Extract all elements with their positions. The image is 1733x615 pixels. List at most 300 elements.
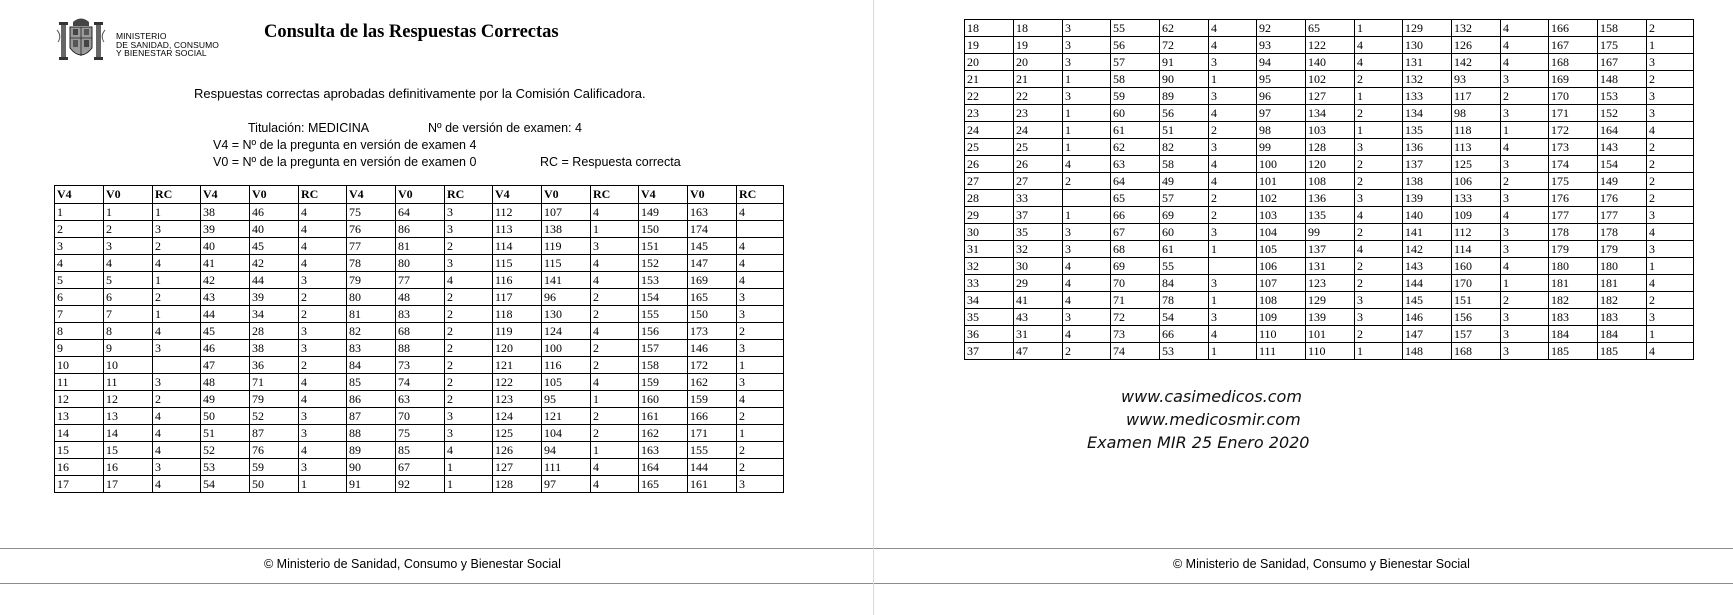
- table-cell: 153: [639, 272, 688, 289]
- table-cell: 110: [1257, 326, 1306, 343]
- table-cell: 2: [1501, 173, 1549, 190]
- table-cell: 4: [1209, 173, 1257, 190]
- table-cell: 1: [591, 391, 639, 408]
- footer-divider-top: [874, 548, 1733, 549]
- table-row: [55, 306, 784, 323]
- table-cell: 41: [201, 255, 250, 272]
- table-cell: 114: [1452, 241, 1501, 258]
- table-cell: 96: [1257, 88, 1306, 105]
- table-cell: 3: [1063, 20, 1111, 37]
- table-cell: 177: [1598, 207, 1647, 224]
- table-cell: 108: [1306, 173, 1355, 190]
- table-cell: 116: [493, 272, 542, 289]
- table-cell: 2: [1355, 71, 1403, 88]
- table-cell: 55: [1111, 20, 1160, 37]
- table-cell: 125: [493, 425, 542, 442]
- table-cell: 102: [1306, 71, 1355, 88]
- table-cell: 109: [1452, 207, 1501, 224]
- table-cell: 170: [1452, 275, 1501, 292]
- table-header-row: [55, 186, 784, 204]
- table-cell: 4: [104, 255, 153, 272]
- table-row: [965, 326, 1694, 343]
- table-cell: 151: [1452, 292, 1501, 309]
- table-cell: 123: [1306, 275, 1355, 292]
- table-cell: 4: [1501, 20, 1549, 37]
- table-cell: 2: [591, 289, 639, 306]
- column-header: V4: [493, 186, 542, 204]
- rc-legend: RC = Respuesta correcta: [540, 155, 681, 169]
- table-cell: 131: [1306, 258, 1355, 275]
- table-cell: 3: [737, 340, 784, 357]
- table-cell: 134: [1306, 105, 1355, 122]
- table-cell: 2: [445, 323, 493, 340]
- table-cell: 35: [965, 309, 1014, 326]
- table-cell: 136: [1403, 139, 1452, 156]
- table-cell: 17: [104, 476, 153, 493]
- table-row: [55, 289, 784, 306]
- table-cell: 44: [201, 306, 250, 323]
- table-cell: 70: [396, 408, 445, 425]
- table-cell: 32: [1014, 241, 1063, 258]
- table-cell: 2: [1355, 275, 1403, 292]
- table-cell: 115: [493, 255, 542, 272]
- table-cell: 1: [1063, 207, 1111, 224]
- table-cell: 97: [1257, 105, 1306, 122]
- table-cell: 62: [1111, 139, 1160, 156]
- table-cell: 157: [1452, 326, 1501, 343]
- table-cell: 1: [1209, 343, 1257, 360]
- table-cell: 1: [1647, 258, 1694, 275]
- table-cell: 19: [965, 37, 1014, 54]
- table-cell: 50: [201, 408, 250, 425]
- table-cell: 111: [1257, 343, 1306, 360]
- table-cell: 3: [1501, 105, 1549, 122]
- table-row: [965, 309, 1694, 326]
- table-cell: 155: [639, 306, 688, 323]
- table-cell: 181: [1598, 275, 1647, 292]
- table-cell: 163: [688, 204, 737, 221]
- ministry-logo: [54, 16, 244, 68]
- table-cell: 2: [445, 340, 493, 357]
- table-cell: 45: [201, 323, 250, 340]
- table-cell: 3: [1063, 224, 1111, 241]
- table-cell: 4: [591, 204, 639, 221]
- table-cell: 146: [1403, 309, 1452, 326]
- table-cell: 93: [1452, 71, 1501, 88]
- table-row: [55, 323, 784, 340]
- table-cell: 171: [688, 425, 737, 442]
- table-cell: 4: [1063, 326, 1111, 343]
- table-cell: 159: [639, 374, 688, 391]
- table-cell: 185: [1549, 343, 1598, 360]
- table-cell: 101: [1257, 173, 1306, 190]
- table-cell: 155: [688, 442, 737, 459]
- table-cell: 2: [55, 221, 104, 238]
- table-cell: 131: [1403, 54, 1452, 71]
- table-cell: 4: [1355, 207, 1403, 224]
- table-cell: 70: [1111, 275, 1160, 292]
- column-header: V4: [55, 186, 104, 204]
- table-cell: 143: [1403, 258, 1452, 275]
- table-cell: 48: [396, 289, 445, 306]
- table-cell: 3: [1209, 139, 1257, 156]
- table-row: [55, 391, 784, 408]
- column-header: V0: [250, 186, 299, 204]
- table-cell: 164: [1598, 122, 1647, 139]
- table-row: [965, 139, 1694, 156]
- table-cell: 4: [1063, 156, 1111, 173]
- table-cell: 2: [153, 238, 201, 255]
- table-cell: 1: [591, 221, 639, 238]
- table-cell: 60: [1111, 105, 1160, 122]
- table-cell: 145: [1403, 292, 1452, 309]
- table-cell: 16: [55, 459, 104, 476]
- table-cell: 152: [639, 255, 688, 272]
- table-cell: 2: [591, 425, 639, 442]
- table-cell: 4: [153, 442, 201, 459]
- table-cell: 96: [542, 289, 591, 306]
- table-cell: 147: [1403, 326, 1452, 343]
- table-cell: 25: [965, 139, 1014, 156]
- table-cell: 54: [201, 476, 250, 493]
- table-cell: 2: [737, 408, 784, 425]
- table-cell: 3: [445, 255, 493, 272]
- table-cell: 14: [55, 425, 104, 442]
- table-cell: 160: [1452, 258, 1501, 275]
- table-cell: 2: [1355, 258, 1403, 275]
- table-cell: 3: [737, 306, 784, 323]
- table-cell: 11: [104, 374, 153, 391]
- table-row: [55, 255, 784, 272]
- table-cell: 2: [445, 357, 493, 374]
- table-cell: 10: [104, 357, 153, 374]
- logo-line: MINISTERIO: [116, 31, 167, 41]
- table-cell: 67: [396, 459, 445, 476]
- table-cell: 30: [965, 224, 1014, 241]
- table-cell: 76: [250, 442, 299, 459]
- table-cell: 3: [1063, 309, 1111, 326]
- table-cell: 174: [1549, 156, 1598, 173]
- table-cell: 20: [1014, 54, 1063, 71]
- table-cell: 69: [1111, 258, 1160, 275]
- table-cell: 182: [1598, 292, 1647, 309]
- table-cell: 117: [493, 289, 542, 306]
- table-cell: 2: [1501, 88, 1549, 105]
- table-row: [965, 207, 1694, 224]
- table-cell: 98: [1452, 105, 1501, 122]
- table-row: [965, 275, 1694, 292]
- table-cell: 3: [1501, 156, 1549, 173]
- table-cell: 2: [445, 289, 493, 306]
- table-cell: 48: [201, 374, 250, 391]
- table-cell: 178: [1598, 224, 1647, 241]
- table-cell: 127: [493, 459, 542, 476]
- table-cell: 147: [688, 255, 737, 272]
- table-row: [55, 221, 784, 238]
- table-cell: 2: [153, 391, 201, 408]
- table-cell: 3: [153, 459, 201, 476]
- table-cell: 4: [1647, 224, 1694, 241]
- table-cell: 151: [639, 238, 688, 255]
- table-cell: 81: [396, 238, 445, 255]
- table-cell: 112: [493, 204, 542, 221]
- table-cell: 3: [1355, 139, 1403, 156]
- table-cell: 3: [1647, 88, 1694, 105]
- table-cell: 3: [104, 238, 153, 255]
- table-cell: 83: [396, 306, 445, 323]
- table-cell: 10: [55, 357, 104, 374]
- table-cell: 4: [1647, 275, 1694, 292]
- table-cell: 18: [1014, 20, 1063, 37]
- logo-line: Y BIENESTAR SOCIAL: [116, 48, 207, 58]
- table-cell: 89: [1160, 88, 1209, 105]
- table-cell: 4: [299, 238, 347, 255]
- table-cell: 1: [1355, 20, 1403, 37]
- table-cell: 1: [1647, 37, 1694, 54]
- table-cell: 135: [1403, 122, 1452, 139]
- table-cell: 7: [55, 306, 104, 323]
- table-cell: 51: [1160, 122, 1209, 139]
- table-cell: 1: [104, 204, 153, 221]
- table-cell: 72: [1160, 37, 1209, 54]
- table-cell: 156: [639, 323, 688, 340]
- table-cell: 43: [1014, 309, 1063, 326]
- table-cell: 24: [965, 122, 1014, 139]
- table-cell: 121: [493, 357, 542, 374]
- table-cell: 3: [1209, 88, 1257, 105]
- table-cell: 65: [1111, 190, 1160, 207]
- table-cell: 74: [396, 374, 445, 391]
- table-cell: 127: [1306, 88, 1355, 105]
- table-cell: 91: [1160, 54, 1209, 71]
- table-cell: 86: [396, 221, 445, 238]
- table-cell: 154: [639, 289, 688, 306]
- table-cell: 76: [347, 221, 396, 238]
- table-cell: 167: [1549, 37, 1598, 54]
- table-cell: 1: [445, 459, 493, 476]
- watermark-exam-date: Examen MIR 25 Enero 2020: [1087, 433, 1310, 452]
- table-cell: 12: [55, 391, 104, 408]
- table-cell: 135: [1306, 207, 1355, 224]
- table-cell: 161: [639, 408, 688, 425]
- table-cell: 184: [1549, 326, 1598, 343]
- table-cell: 4: [445, 272, 493, 289]
- table-cell: 142: [1452, 54, 1501, 71]
- table-cell: 2: [1501, 292, 1549, 309]
- table-cell: 107: [542, 204, 591, 221]
- table-cell: 79: [347, 272, 396, 289]
- table-cell: 9: [104, 340, 153, 357]
- table-cell: 149: [639, 204, 688, 221]
- table-row: [55, 374, 784, 391]
- table-cell: 89: [347, 442, 396, 459]
- table-cell: 146: [688, 340, 737, 357]
- column-header: RC: [153, 186, 201, 204]
- table-row: [965, 190, 1694, 207]
- table-cell: 75: [347, 204, 396, 221]
- table-cell: 31: [965, 241, 1014, 258]
- table-cell: 2: [591, 306, 639, 323]
- table-cell: 122: [493, 374, 542, 391]
- titulacion-label: Titulación: MEDICINA: [248, 121, 370, 135]
- table-cell: 4: [153, 408, 201, 425]
- table-cell: 4: [591, 459, 639, 476]
- table-cell: 4: [737, 255, 784, 272]
- table-row: [55, 442, 784, 459]
- table-cell: 87: [250, 425, 299, 442]
- watermark-medicosmir: www.medicosmir.com: [1126, 410, 1301, 429]
- table-cell: 36: [965, 326, 1014, 343]
- table-row: [965, 71, 1694, 88]
- table-cell: 106: [1452, 173, 1501, 190]
- table-cell: 128: [1306, 139, 1355, 156]
- table-cell: 4: [153, 323, 201, 340]
- table-cell: 144: [1403, 275, 1452, 292]
- table-cell: 21: [1014, 71, 1063, 88]
- table-row: [55, 357, 784, 374]
- table-cell: 137: [1306, 241, 1355, 258]
- table-cell: 3: [1063, 54, 1111, 71]
- table-cell: 30: [1014, 258, 1063, 275]
- table-cell: 3: [299, 408, 347, 425]
- table-cell: 1: [1209, 241, 1257, 258]
- table-cell: 3: [1355, 292, 1403, 309]
- table-cell: 3: [1063, 88, 1111, 105]
- table-cell: 34: [250, 306, 299, 323]
- table-cell: 64: [1111, 173, 1160, 190]
- table-cell: 56: [1160, 105, 1209, 122]
- table-cell: 105: [542, 374, 591, 391]
- table-cell: 3: [591, 238, 639, 255]
- table-cell: 21: [965, 71, 1014, 88]
- table-cell: 95: [1257, 71, 1306, 88]
- table-cell: 34: [965, 292, 1014, 309]
- table-cell: 13: [55, 408, 104, 425]
- table-cell: 4: [299, 204, 347, 221]
- table-cell: 150: [688, 306, 737, 323]
- table-cell: 183: [1598, 309, 1647, 326]
- table-cell: 72: [1111, 309, 1160, 326]
- table-cell: 173: [688, 323, 737, 340]
- table-row: [965, 173, 1694, 190]
- table-cell: 3: [445, 425, 493, 442]
- table-cell: 132: [1452, 20, 1501, 37]
- table-cell: 166: [688, 408, 737, 425]
- table-cell: 1: [1501, 275, 1549, 292]
- table-cell: 181: [1549, 275, 1598, 292]
- subtitle: Respuestas correctas aprobadas definitivamente por la Comisión Calificadora.: [194, 86, 646, 101]
- table-cell: 15: [104, 442, 153, 459]
- table-cell: 4: [1501, 207, 1549, 224]
- table-cell: 109: [1257, 309, 1306, 326]
- table-cell: 2: [104, 221, 153, 238]
- column-header: V4: [347, 186, 396, 204]
- table-cell: 3: [445, 204, 493, 221]
- table-cell: 64: [396, 204, 445, 221]
- table-cell: 97: [542, 476, 591, 493]
- table-cell: 9: [55, 340, 104, 357]
- table-cell: 2: [1647, 71, 1694, 88]
- table-cell: 20: [965, 54, 1014, 71]
- table-cell: 183: [1549, 309, 1598, 326]
- table-cell: 2: [1647, 173, 1694, 190]
- column-header: V0: [104, 186, 153, 204]
- table-cell: 2: [1063, 343, 1111, 360]
- table-cell: 2: [299, 306, 347, 323]
- table-cell: 46: [250, 204, 299, 221]
- table-cell: 3: [55, 238, 104, 255]
- table-cell: 133: [1403, 88, 1452, 105]
- table-row: [965, 122, 1694, 139]
- table-cell: 4: [1647, 122, 1694, 139]
- table-cell: 52: [201, 442, 250, 459]
- logo-line: DE SANIDAD, CONSUMO: [116, 39, 219, 50]
- table-cell: 119: [493, 323, 542, 340]
- table-cell: 2: [445, 238, 493, 255]
- table-cell: 3: [1209, 309, 1257, 326]
- table-cell: 4: [591, 374, 639, 391]
- table-cell: 158: [639, 357, 688, 374]
- table-cell: 118: [1452, 122, 1501, 139]
- table-cell: 3: [299, 272, 347, 289]
- table-cell: 4: [1209, 156, 1257, 173]
- table-cell: 59: [1111, 88, 1160, 105]
- table-cell: 139: [1306, 309, 1355, 326]
- table-cell: 172: [688, 357, 737, 374]
- table-cell: 113: [493, 221, 542, 238]
- table-cell: 19: [1014, 37, 1063, 54]
- table-cell: 4: [153, 425, 201, 442]
- table-cell: 4: [1063, 258, 1111, 275]
- table-cell: 2: [1647, 156, 1694, 173]
- table-cell: 2: [1209, 190, 1257, 207]
- table-cell: 4: [299, 221, 347, 238]
- table-cell: 169: [1549, 71, 1598, 88]
- table-cell: 4: [591, 255, 639, 272]
- table-cell: 165: [688, 289, 737, 306]
- table-cell: 179: [1549, 241, 1598, 258]
- table-cell: 28: [965, 190, 1014, 207]
- table-row: [55, 476, 784, 493]
- table-cell: 158: [1598, 20, 1647, 37]
- table-cell: 150: [639, 221, 688, 238]
- table-cell: 5: [55, 272, 104, 289]
- table-cell: 2: [1209, 122, 1257, 139]
- table-cell: 3: [737, 289, 784, 306]
- table-cell: 4: [153, 476, 201, 493]
- table-cell: 43: [201, 289, 250, 306]
- table-cell: 137: [1403, 156, 1452, 173]
- table-cell: 3: [1355, 309, 1403, 326]
- table-cell: 3: [1209, 275, 1257, 292]
- table-cell: 92: [396, 476, 445, 493]
- table-cell: 140: [1306, 54, 1355, 71]
- table-cell: 66: [1111, 207, 1160, 224]
- table-cell: 2: [1647, 190, 1694, 207]
- table-cell: 140: [1403, 207, 1452, 224]
- table-cell: 62: [1160, 20, 1209, 37]
- table-cell: 38: [201, 204, 250, 221]
- table-cell: 3: [1355, 190, 1403, 207]
- coat-of-arms-icon: [54, 16, 108, 68]
- table-cell: 162: [639, 425, 688, 442]
- table-cell: 1: [737, 357, 784, 374]
- exam-version-label: Nº de versión de examen: 4: [428, 121, 582, 135]
- table-cell: 33: [1014, 190, 1063, 207]
- table-cell: 22: [965, 88, 1014, 105]
- table-cell: 2: [591, 340, 639, 357]
- table-cell: 68: [396, 323, 445, 340]
